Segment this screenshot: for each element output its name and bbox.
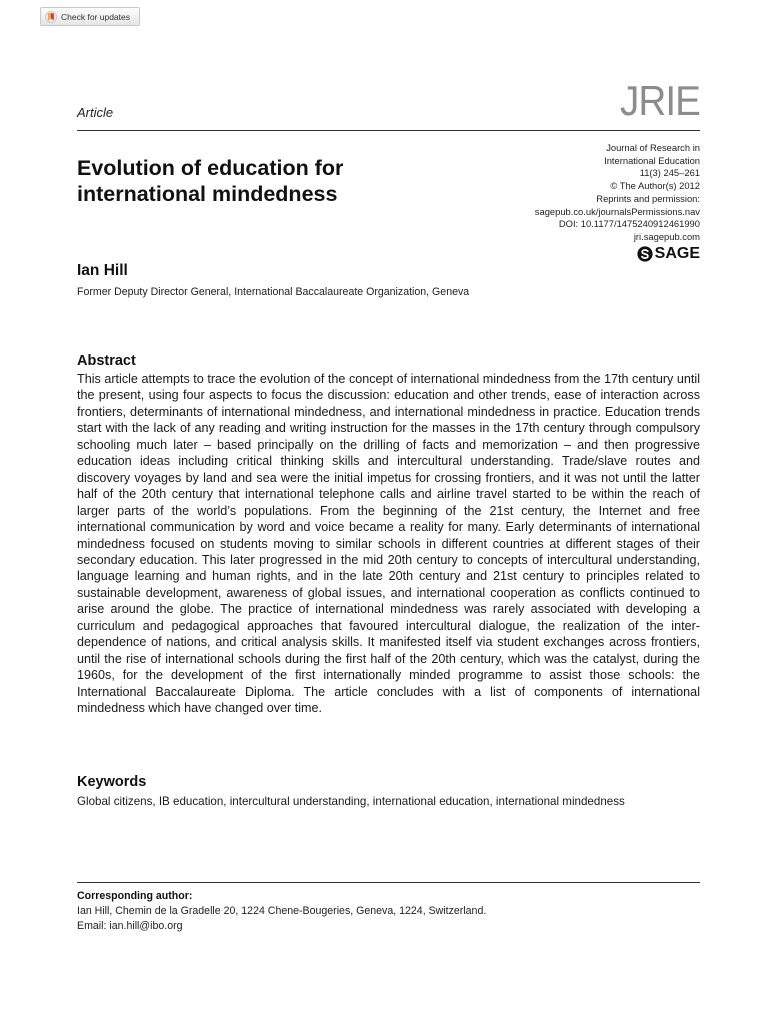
author-name: Ian Hill bbox=[77, 262, 128, 279]
article-title: Evolution of education for international mindedness bbox=[77, 156, 344, 206]
footer-divider bbox=[77, 882, 700, 883]
pub-journal-line-2: International Education bbox=[604, 154, 700, 166]
pub-journal-line-1: Journal of Research in bbox=[606, 142, 700, 153]
keywords-list: Global citizens, IB education, intercultural understanding, international education, international mindedness bbox=[77, 795, 625, 808]
keywords-heading: Keywords bbox=[77, 774, 147, 790]
pub-permissions-link[interactable]: sagepub.co.uk/journalsPermissions.nav bbox=[534, 205, 700, 217]
corresponding-author-email[interactable]: Email: ian.hill@ibo.org bbox=[77, 920, 183, 932]
pub-doi[interactable]: DOI: 10.1177/1475240912461990 bbox=[558, 218, 700, 230]
header-divider bbox=[77, 130, 700, 131]
check-for-updates-label: Check for updates bbox=[61, 11, 130, 22]
pub-volume: 11(3) 245–261 bbox=[639, 167, 700, 179]
sage-logo bbox=[637, 245, 700, 263]
corresponding-author-address: Ian Hill, Chemin de la Gradelle 20, 1224 Chene-Bougeries, Geneva, 1224, Switzerland. bbox=[77, 905, 487, 917]
article-type-label: Article bbox=[77, 105, 114, 120]
check-for-updates-button[interactable] bbox=[40, 7, 140, 26]
author-affiliation: Former Deputy Director General, International Baccalaureate Organization, Geneva bbox=[77, 286, 470, 298]
crossmark-icon bbox=[45, 11, 57, 23]
abstract-heading: Abstract bbox=[77, 353, 136, 369]
corresponding-author-heading: Corresponding author: bbox=[77, 890, 193, 902]
pub-copyright: © The Author(s) 2012 bbox=[610, 180, 700, 192]
pub-journal-url[interactable]: jri.sagepub.com bbox=[633, 230, 700, 242]
journal-logo: JRIE bbox=[619, 77, 700, 124]
pub-reprints-label: Reprints and permission: bbox=[596, 192, 700, 204]
sage-s-icon bbox=[637, 246, 653, 262]
sage-logo-text: SAGE bbox=[654, 245, 700, 262]
publication-info bbox=[450, 142, 700, 244]
abstract-text: This article attempts to trace the evolution of the concept of international mindedness from the 17th century until the present, using four aspects to focus the discussion: education and other trends, ease of interaction across frontiers, determinants of international mindedness, and international mindedness in practice. Education trends start with the lack of any reading and writing instruction for the masses in the 17th century through compulsory schooling much later – based principally on the drilling of facts and memorization – and then progressive education ideas including critical thinking skills and intercultural understanding. Trade/slave routes and discovery voyages by land and sea were the initial impetus for crossing frontiers, and it was not until the latter half of the 20th century that international telephone calls and airline travel started to be within the reach of larger parts of the world’s populations. From the beginning of the 21st century, the Internet and free international communication by word and voice became a reality for many. Early determinants of international mindedness focused on students moving to similar schools in different countries at different stages of their secondary education. This later progressed in the mid 20th century to concepts of intercultural understanding, language learning and human rights, and in the late 20th century and 21st century to principles related to sustainable development, awareness of global issues, and international cooperation as conflicts continued to arise around the globe. The practice of international mindedness was rarely associated with developing a curriculum and pedagogical approaches that favoured intercultural dialogue, the realization of the inter-dependence of nations, and critical analysis skills. It manifested itself via student exchanges across frontiers, until the rise of international schools during the first half of the 20th century, which was the catalyst, during the 1960s, for the development of the first internationally minded programme to assist those schools: the International Baccalaureate Diploma. The article concludes with a list of components of international mindedness which have changed over time. bbox=[77, 372, 700, 716]
